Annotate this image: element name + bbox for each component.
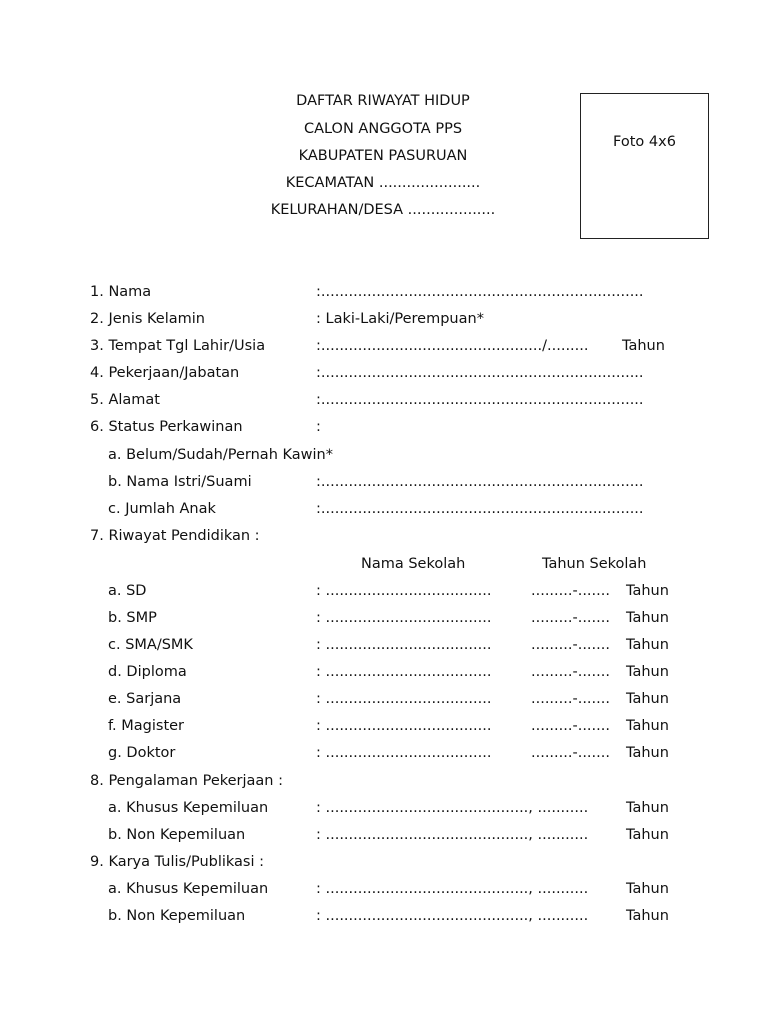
- education-unit: Tahun: [626, 637, 669, 653]
- work-unit: Tahun: [626, 827, 669, 843]
- education-years[interactable]: .........-.......: [531, 745, 610, 761]
- education-label: d. Diploma: [108, 664, 187, 680]
- field-label-nama: 1. Nama: [90, 284, 152, 300]
- publication-unit: Tahun: [626, 908, 669, 924]
- work-label: b. Non Kepemiluan: [108, 827, 246, 843]
- document-subtitle: CALON ANGGOTA PPS: [303, 121, 463, 137]
- field-value-alamat[interactable]: :......................................................................: [316, 392, 644, 408]
- field-label-pekerjaan: 4. Pekerjaan/Jabatan: [90, 365, 240, 381]
- field-label-children: c. Jumlah Anak: [108, 501, 216, 517]
- education-years[interactable]: .........-.......: [531, 664, 610, 680]
- education-years[interactable]: .........-.......: [531, 583, 610, 599]
- field-value-nama[interactable]: :......................................................................: [316, 284, 644, 300]
- field-unit-ttl: Tahun: [622, 338, 665, 354]
- education-label: b. SMP: [108, 610, 157, 626]
- field-label-spouse: b. Nama Istri/Suami: [108, 474, 252, 490]
- education-school[interactable]: : ....................................: [316, 664, 492, 680]
- education-years[interactable]: .........-.......: [531, 610, 610, 626]
- education-label: e. Sarjana: [108, 691, 182, 707]
- education-years[interactable]: .........-.......: [531, 637, 610, 653]
- section-label-work: 8. Pengalaman Pekerjaan :: [90, 773, 283, 789]
- publication-label: a. Khusus Kepemiluan: [108, 881, 269, 897]
- field-value-status: :: [316, 419, 321, 435]
- column-header-year: Tahun Sekolah: [542, 556, 647, 572]
- field-label-ttl: 3. Tempat Tgl Lahir/Usia: [90, 338, 266, 354]
- education-unit: Tahun: [626, 664, 669, 680]
- education-unit: Tahun: [626, 610, 669, 626]
- status-option-a[interactable]: a. Belum/Sudah/Pernah Kawin*: [108, 447, 333, 463]
- education-unit: Tahun: [626, 745, 669, 761]
- publication-label: b. Non Kepemiluan: [108, 908, 246, 924]
- regency-line: KABUPATEN PASURUAN: [298, 148, 468, 164]
- education-unit: Tahun: [626, 691, 669, 707]
- publication-value[interactable]: : ............................................, ...........: [316, 908, 589, 924]
- section-label-publications: 9. Karya Tulis/Publikasi :: [90, 854, 265, 870]
- section-label-education: 7. Riwayat Pendidikan :: [90, 528, 260, 544]
- work-value[interactable]: : ............................................, ...........: [316, 800, 589, 816]
- education-label: f. Magister: [108, 718, 185, 734]
- field-value-jenis-kelamin[interactable]: : Laki-Laki/Perempuan*: [316, 311, 484, 327]
- education-years[interactable]: .........-.......: [531, 691, 610, 707]
- district-line: KECAMATAN ......................: [285, 175, 481, 191]
- education-years[interactable]: .........-.......: [531, 718, 610, 734]
- education-school[interactable]: : ....................................: [316, 691, 492, 707]
- field-value-pekerjaan[interactable]: :......................................................................: [316, 365, 644, 381]
- photo-placeholder: [580, 93, 709, 239]
- field-label-status: 6. Status Perkawinan: [90, 419, 243, 435]
- field-label-alamat: 5. Alamat: [90, 392, 160, 408]
- field-value-spouse[interactable]: :......................................................................: [316, 474, 644, 490]
- publication-value[interactable]: : ............................................, ...........: [316, 881, 589, 897]
- education-school[interactable]: : ....................................: [316, 718, 492, 734]
- education-school[interactable]: : ....................................: [316, 583, 492, 599]
- column-header-school: Nama Sekolah: [361, 556, 466, 572]
- education-school[interactable]: : ....................................: [316, 745, 492, 761]
- village-line: KELURAHAN/DESA ...................: [270, 202, 496, 218]
- education-unit: Tahun: [626, 583, 669, 599]
- work-value[interactable]: : ............................................, ...........: [316, 827, 589, 843]
- education-unit: Tahun: [626, 718, 669, 734]
- photo-label: Foto 4x6: [613, 134, 676, 150]
- education-label: c. SMA/SMK: [108, 637, 193, 653]
- publication-unit: Tahun: [626, 881, 669, 897]
- work-label: a. Khusus Kepemiluan: [108, 800, 269, 816]
- field-value-ttl[interactable]: :................................................/.........: [316, 338, 589, 354]
- education-school[interactable]: : ....................................: [316, 610, 492, 626]
- work-unit: Tahun: [626, 800, 669, 816]
- document-title: DAFTAR RIWAYAT HIDUP: [296, 93, 470, 109]
- education-label: g. Doktor: [108, 745, 176, 761]
- field-value-children[interactable]: :......................................................................: [316, 501, 644, 517]
- education-school[interactable]: : ....................................: [316, 637, 492, 653]
- field-label-jenis-kelamin: 2. Jenis Kelamin: [90, 311, 205, 327]
- education-label: a. SD: [108, 583, 147, 599]
